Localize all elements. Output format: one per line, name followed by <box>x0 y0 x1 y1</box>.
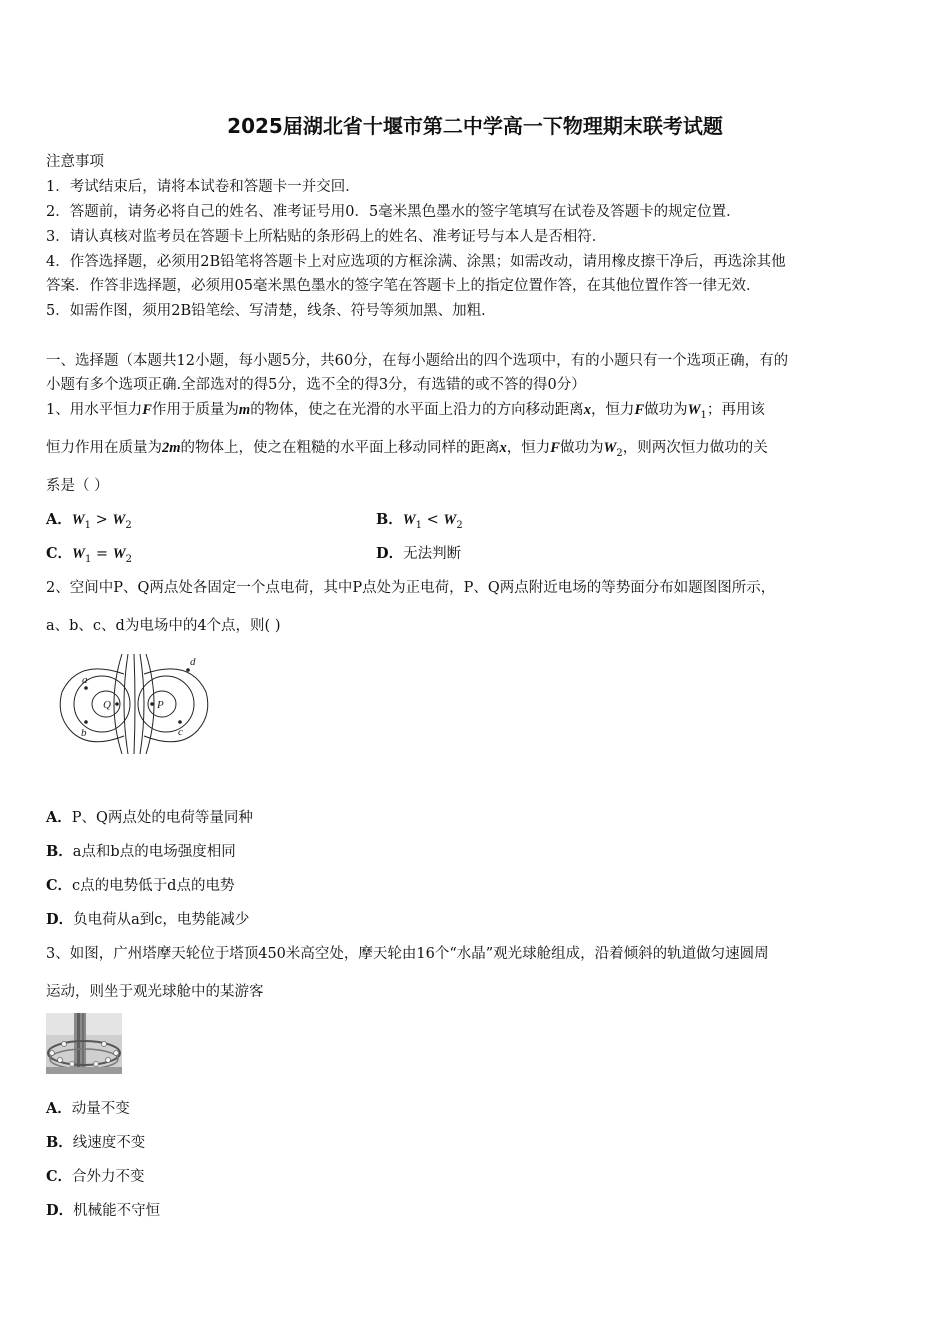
note-1: 1．考试结束后，请将本试卷和答题卡一并交回． <box>46 179 360 195</box>
q2-line-1: 2、空间中P、Q两点处各固定一个点电荷，其中P点处为正电荷，P、Q两点附近电场的等势面分布如题图图所示， <box>46 580 776 596</box>
note-4: 4．作答选择题，必须用2B铅笔将答题卡上对应选项的方框涂满、涂黑；如需改动，请用橡皮擦干净后，再选涂其他 <box>46 254 786 270</box>
q3-option-d[interactable]: D．机械能不守恒 <box>46 1202 161 1219</box>
q2-option-d[interactable]: D．负电荷从a到c，电势能减少 <box>46 911 250 928</box>
q3-line-2: 运动，则坐于观光球舱中的某游客 <box>46 984 264 1000</box>
q2-option-c[interactable]: C．c点的电势低于d点的电势 <box>46 877 235 894</box>
page-title: 2025届湖北省十堰市第二中学高一下物理期末联考试题 <box>227 114 723 138</box>
q-charge-dot <box>115 702 119 706</box>
q3-option-c[interactable]: C．合外力不变 <box>46 1168 145 1185</box>
point-a-dot <box>84 686 88 690</box>
p-mid-ring <box>138 676 194 732</box>
q3-option-a[interactable]: A．动量不变 <box>46 1100 130 1117</box>
q1-line-3: 系是（ ） <box>46 478 109 494</box>
label-p: P <box>157 699 164 711</box>
note-3: 3．请认真核对监考员在答题卡上所粘贴的条形码上的姓名、准考证号与本人是否相符． <box>46 229 607 245</box>
notes-heading: 注意事项 <box>46 154 104 170</box>
q2-option-a[interactable]: A．P、Q两点处的电荷等量同种 <box>46 809 253 826</box>
q1-option-c[interactable]: C．$W_1 = W_2$ <box>46 545 132 565</box>
q1-option-b[interactable]: B．$W_1 < W_2$ <box>376 511 463 531</box>
right-inner-line <box>140 654 144 754</box>
point-b-dot <box>84 720 88 724</box>
q3-option-b[interactable]: B．线速度不变 <box>46 1134 146 1151</box>
p-charge-dot <box>150 702 154 706</box>
canton-tower-photo <box>46 1013 122 1074</box>
q1-option-a[interactable]: A．$W_1 > W_2$ <box>46 511 132 531</box>
label-b: b <box>81 727 87 739</box>
note-2: 2．答题前，请务必将自己的姓名、准考证号用0．5毫米黑色墨水的签字笔填写在试卷及答题卡的规定位置． <box>46 204 741 220</box>
label-a: a <box>82 674 88 686</box>
q2-option-b[interactable]: B．a点和b点的电场强度相同 <box>46 843 236 860</box>
section-heading: 一、选择题（本题共12小题，每小题5分，共60分，在每小题给出的四个选项中，有的小题只有一个选项正确，有的 <box>46 353 789 369</box>
note-4-cont: 答案．作答非选择题，必须用05毫米黑色墨水的签字笔在答题卡上的指定位置作答，在其他位置作答一律无效． <box>46 278 761 294</box>
note-5: 5．如需作图，须用2B铅笔绘、写清楚，线条、符号等须加黑、加粗． <box>46 303 496 319</box>
label-d: d <box>190 656 196 668</box>
section-heading-cont: 小题有多个选项正确.全部选对的得5分，选不全的得3分，有选错的或不答的得0分） <box>46 377 586 393</box>
q3-line-1: 3、如图，广州塔摩天轮位于塔顶450米高空处，摩天轮由16个“水晶”观光球舱组成，沿着倾斜的轨道做匀速圆周 <box>46 946 769 962</box>
q1-line-2: 恒力作用在质量为2m的物体上，使之在粗糙的水平面上移动同样的距离x，恒力F做功为$W_2$，则两次恒力做功的关 <box>46 440 768 459</box>
q2-line-2: a、b、c、d为电场中的4个点，则( ) <box>46 618 281 634</box>
point-c-dot <box>178 720 182 724</box>
q1-option-d[interactable]: D．无法判断 <box>376 545 462 562</box>
label-q: Q <box>103 699 111 711</box>
equipotential-figure <box>56 652 216 756</box>
center-line <box>134 654 135 754</box>
label-c: c <box>178 726 183 738</box>
left-inner-line <box>124 654 128 754</box>
q1-line-1: 1、用水平恒力F作用于质量为m的物体，使之在光滑的水平面上沿力的方向移动距离x，恒力F做功为$W_1$；再用该 <box>46 402 765 421</box>
point-d-dot <box>186 668 190 672</box>
